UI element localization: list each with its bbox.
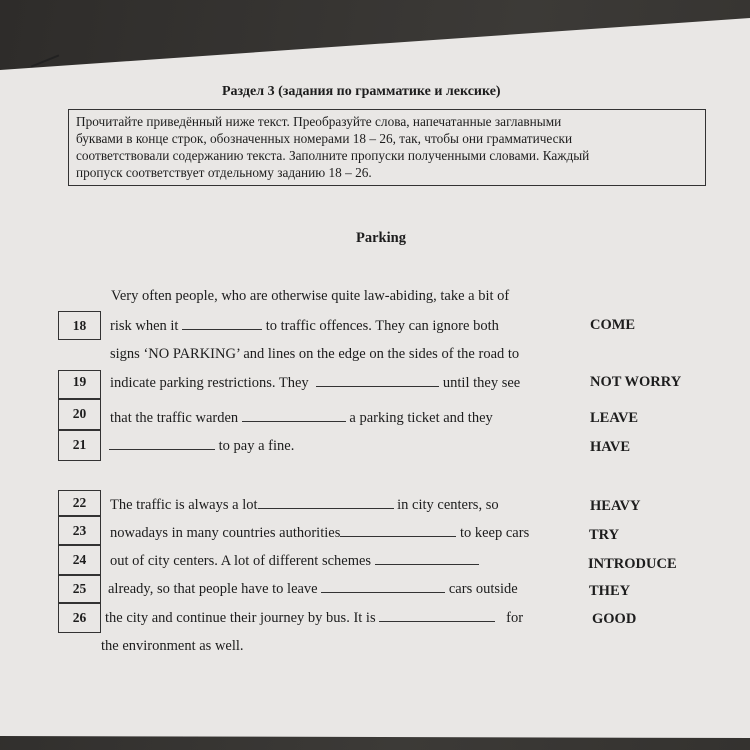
task-number-21: 21 xyxy=(58,430,101,461)
text-line-5 xyxy=(110,409,493,427)
keyword-22: HEAVY xyxy=(590,498,641,514)
text-fragment: for xyxy=(506,610,524,626)
answer-blank-25[interactable] xyxy=(321,580,445,593)
text-line-10 xyxy=(108,580,518,598)
text-fragment: indicate parking restrictions. They xyxy=(110,375,309,391)
answer-blank-20[interactable] xyxy=(242,409,346,422)
text-line-7 xyxy=(110,496,499,514)
text-fragment: out of city centers. A lot of different schemes xyxy=(110,553,372,569)
task-number-19: 19 xyxy=(58,370,101,399)
text-fragment: to pay a fine. xyxy=(218,438,295,454)
section-title: Раздел 3 (задания по грамматике и лексике) xyxy=(222,84,501,99)
task-number-24: 24 xyxy=(58,545,101,575)
text-fragment: already, so that people have to leave xyxy=(108,581,318,597)
text-fragment: a parking ticket and they xyxy=(349,410,493,426)
text-fragment: until they see xyxy=(442,375,521,391)
keyword-23: TRY xyxy=(589,527,620,543)
instructions-line-3: соответствовали содержанию текста. Заполните пропуски полученными словами. Каждый xyxy=(76,148,590,163)
text-line-4 xyxy=(110,374,520,392)
task-number-26: 26 xyxy=(58,603,101,633)
instructions-line-1: Прочитайте приведённый ниже текст. Преобразуйте слова, напечатанные заглавными xyxy=(76,114,562,129)
text-fragment: nowadays in many countries authorities xyxy=(110,525,341,541)
text-fragment: cars outside xyxy=(448,581,518,597)
task-number-25: 25 xyxy=(58,575,101,603)
text-line-8 xyxy=(110,524,529,542)
text-title: Parking xyxy=(356,230,406,246)
text-fragment: that the traffic warden xyxy=(110,410,239,426)
instructions-line-4: пропуск соответствует отдельному заданию 18 – 26. xyxy=(76,165,372,180)
task-number-20: 20 xyxy=(58,399,101,430)
text-fragment: The traffic is always a lot xyxy=(110,497,258,513)
keyword-18: COME xyxy=(590,317,636,333)
task-number-23: 23 xyxy=(58,516,101,545)
text-fragment: the city and continue their journey by bus. It is xyxy=(105,610,376,626)
text-line-1: Very often people, who are otherwise quite law-abiding, take a bit of xyxy=(111,288,510,304)
answer-blank-23[interactable] xyxy=(340,524,456,537)
text-fragment: risk when it xyxy=(110,318,179,334)
answer-blank-24[interactable] xyxy=(375,552,479,565)
keyword-20: LEAVE xyxy=(590,410,639,426)
keyword-26: GOOD xyxy=(592,611,637,627)
answer-blank-18[interactable] xyxy=(182,317,262,330)
answer-blank-21[interactable] xyxy=(109,437,215,450)
instructions-line-2: буквами в конце строк, обозначенных номерами 18 – 26, так, чтобы они грамматически xyxy=(76,131,573,146)
task-number-18: 18 xyxy=(58,311,101,340)
keyword-19: NOT WORRY xyxy=(590,374,682,390)
text-fragment: in city centers, so xyxy=(397,497,499,513)
task-number-22: 22 xyxy=(58,490,101,516)
answer-blank-26[interactable] xyxy=(379,609,495,622)
answer-blank-22[interactable] xyxy=(258,496,394,509)
keyword-24: INTRODUCE xyxy=(588,556,677,572)
text-line-6 xyxy=(109,437,294,455)
text-line-3: signs ‘NO PARKING’ and lines on the edge on the sides of the road to xyxy=(110,346,520,362)
keyword-25: THEY xyxy=(589,583,631,599)
answer-blank-19[interactable] xyxy=(316,374,439,387)
text-line-12: the environment as well. xyxy=(101,638,244,654)
text-fragment: to keep cars xyxy=(459,525,530,541)
keyword-21: HAVE xyxy=(590,439,631,455)
text-line-11 xyxy=(105,609,523,627)
text-fragment: to traffic offences. They can ignore both xyxy=(265,318,499,334)
text-line-2 xyxy=(110,317,499,335)
text-line-9 xyxy=(110,552,479,570)
